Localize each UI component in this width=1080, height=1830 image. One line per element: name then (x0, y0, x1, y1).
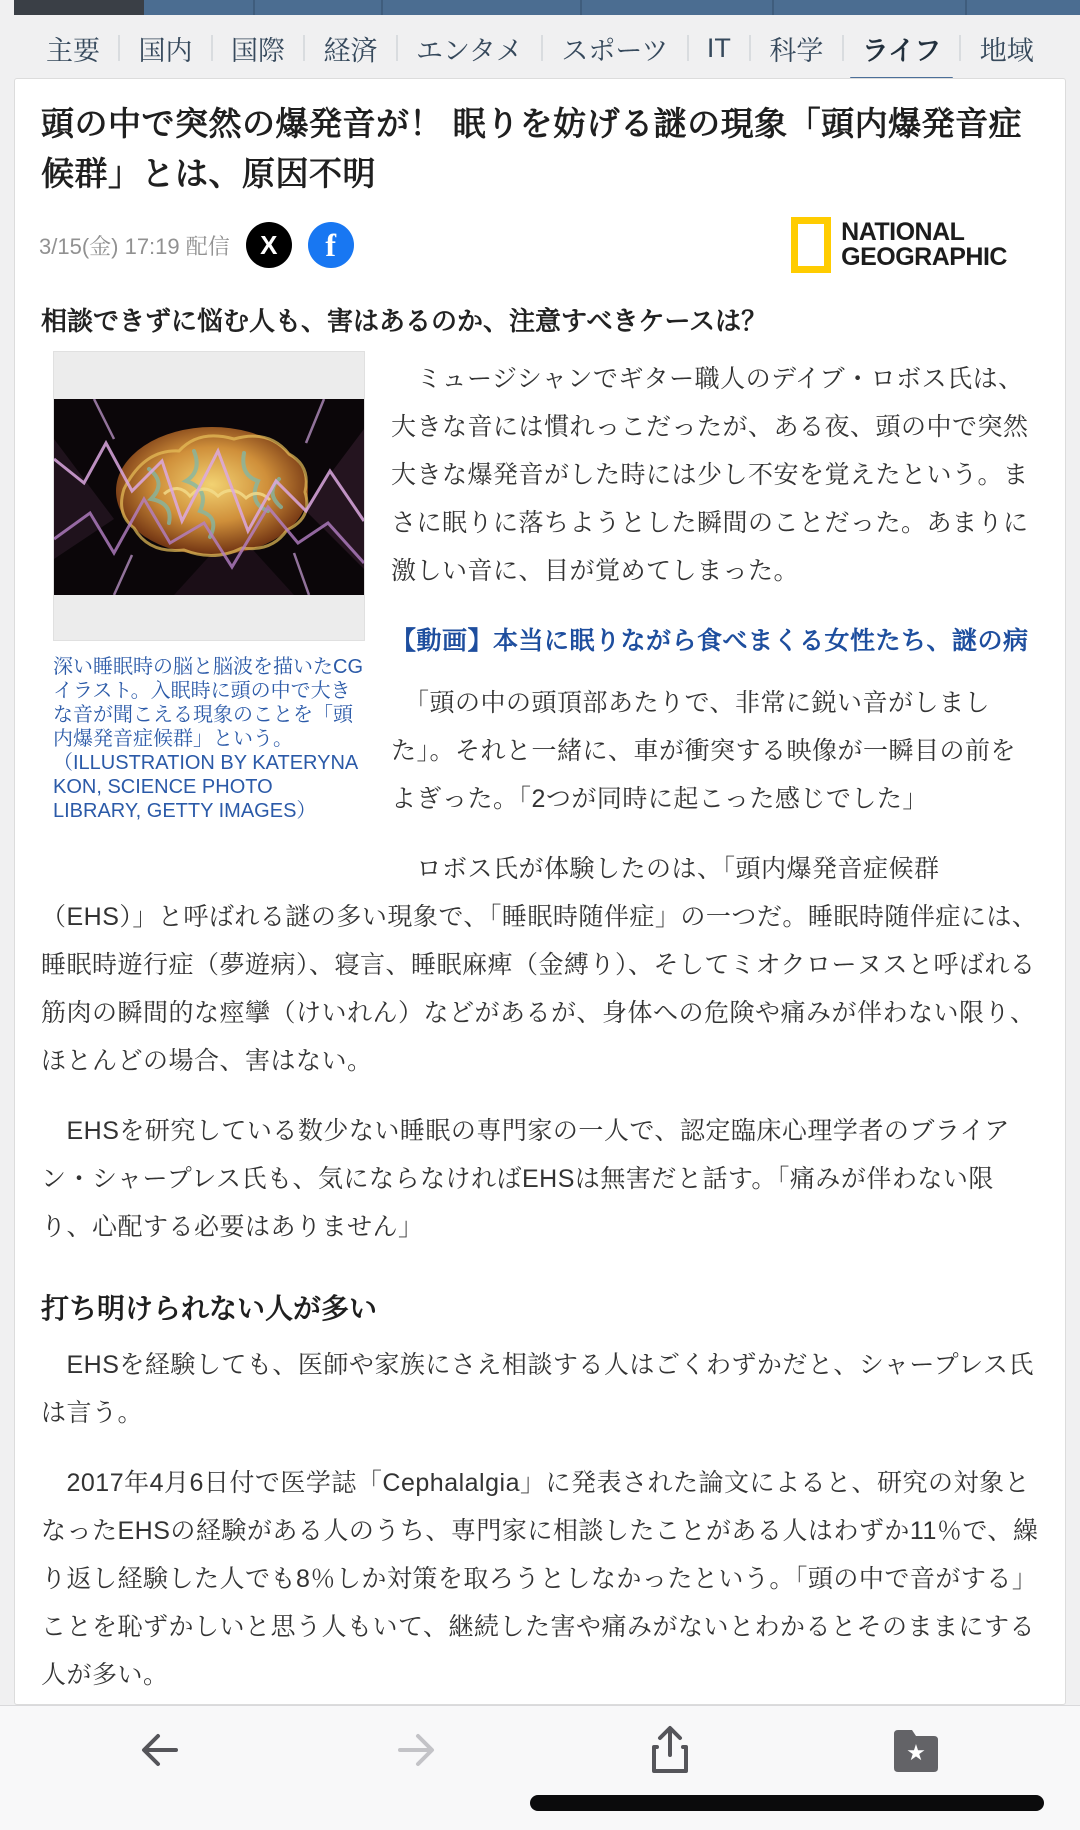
article-figure (53, 351, 365, 823)
bookmarks-icon[interactable] (888, 1722, 944, 1778)
forward-icon[interactable] (388, 1722, 444, 1778)
browser-top-strip (14, 0, 1080, 15)
nav-tab-kagaku[interactable]: 科学 (769, 35, 824, 66)
category-nav (14, 22, 1066, 74)
section-heading: 打ち明けられない人が多い (41, 1293, 378, 1324)
article-lead: 相談できずに悩む人も、害はあるのか、注意すべきケースは？ (41, 306, 768, 336)
home-indicator-bar[interactable] (530, 1795, 1044, 1811)
back-arrow-glyph (138, 1728, 182, 1772)
nav-separator (303, 35, 305, 61)
paragraph-6: 2017年4月6日付で医学誌「Cephalalgia」に発表された論文によると、研究の対象となったEHSの経験がある人のうち、専門家に相談したことがある人はわずか11％で、繰り返し経験した人でも8％しか対策を取ろうとしなかったという。「頭の中で音がする」ことを恥ずかしいと思う人もいて、継続した害や痛みがないとわかるとそのままにする人が多い。 (41, 1469, 1039, 1689)
bookmarks-folder-glyph (890, 1726, 942, 1774)
paragraph-5: EHSを経験しても、医師や家族にさえ相談する人はごくわずかだと、シャープレス氏は言う。 (41, 1351, 1034, 1427)
nav-separator (749, 35, 751, 61)
nav-separator (687, 35, 689, 61)
national-geographic-logo (791, 217, 1007, 273)
natgeo-frame-icon (791, 217, 831, 273)
nav-separator (211, 35, 213, 61)
facebook-share-icon[interactable] (308, 222, 354, 268)
browser-tab-segment (14, 0, 144, 15)
x-share-icon[interactable] (246, 222, 292, 268)
natgeo-word-2: GEOGRAPHIC (841, 243, 1007, 271)
nav-separator (396, 35, 398, 61)
nav-tab-life-active[interactable]: ライフ (860, 25, 943, 72)
article-title: 頭の中で突然の爆発音が！ 眠りを妨げる謎の現象「頭内爆発音症候群」とは、原因不明 (41, 105, 1023, 192)
share-icon[interactable] (642, 1722, 698, 1778)
share-glyph (647, 1725, 693, 1775)
article-meta-row (39, 215, 1041, 275)
nav-tab-sports[interactable]: スポーツ (561, 35, 669, 66)
publish-date: 3/15(金) 17:19 配信 (39, 233, 230, 259)
x-glyph: X (260, 229, 278, 260)
paragraph-3: ロボス氏が体験したのは、「頭内爆発音症候群（EHS）」と呼ばれる謎の多い現象で、「睡眠時随伴症」の一つだ。睡眠時随伴症には、睡眠時遊行症（夢遊病）、寝言、睡眠麻痺（金縛り）、そしてミオクローヌスと呼ばれる筋肉の瞬間的な痙攣（けいれん）などがあるが、身体への危険や痛みが伴わない限り、ほとんどの場合、害はない。 (41, 855, 1038, 1075)
image-caption: 深い睡眠時の脳と脳波を描いたCGイラスト。入眠時に頭の中で大きな音が聞こえる現象のことを「頭内爆発音症候群」という。（ILLUSTRATION BY KATERYNA KON, SCIENCE PHOTO LIBRARY, GETTY IMAGES） (53, 656, 363, 822)
paragraph-1: ミュージシャンでギター職人のデイブ・ロボス氏は、大きな音には慣れっこだったが、ある夜、頭の中で突然大きな爆発音がした時には少し不安を覚えたという。まさに眠りに落ちようとした瞬間のことだった。あまりに激しい音に、目が覚めてしまった。 (391, 365, 1029, 585)
browser-toolbar (0, 1705, 1080, 1830)
natgeo-wordmark (841, 220, 1007, 270)
svg-text:★: ★ (906, 1740, 926, 1765)
paragraph-4: EHSを研究している数少ない睡眠の専門家の一人で、認定臨床心理学者のブライアン・シャープレス氏も、気にならなければEHSは無害だと話す。「痛みが伴わない限り、心配する必要はありません」 (41, 1117, 1010, 1241)
brain-illustration-svg (54, 399, 364, 595)
nav-tab-it[interactable]: IT (706, 32, 731, 63)
back-icon[interactable] (132, 1722, 188, 1778)
forward-arrow-glyph (394, 1728, 438, 1772)
natgeo-word-1: NATIONAL (841, 218, 965, 246)
nav-tab-keizai[interactable]: 経済 (323, 35, 378, 66)
tab-divider (381, 0, 383, 15)
video-link[interactable]: 【動画】本当に眠りながら食べまくる女性たち、謎の病 (391, 627, 1029, 655)
paragraph-2: 「頭の中の頭頂部あたりで、非常に鋭い音がしました」。それと一緒に、車が衝突する映像が一瞬目の前をよぎった。「2つが同時に起こった感じでした」 (391, 689, 1017, 813)
tab-divider (580, 0, 582, 15)
nav-tab-chiiki[interactable]: 地域 (979, 35, 1034, 66)
nav-tab-kokunai[interactable]: 国内 (138, 35, 193, 66)
tab-divider (253, 0, 255, 15)
article-card (14, 78, 1066, 1705)
nav-tab-shuyo[interactable]: 主要 (46, 35, 100, 66)
nav-tab-kokusai[interactable]: 国際 (231, 35, 285, 66)
nav-separator (842, 35, 844, 61)
nav-tab-entame[interactable]: エンタメ (416, 35, 523, 66)
brain-illustration-image[interactable] (53, 351, 365, 641)
tab-divider (772, 0, 774, 15)
facebook-glyph: f (325, 226, 337, 263)
nav-separator (959, 35, 961, 61)
meta-left (39, 222, 354, 268)
nav-separator (541, 35, 543, 61)
tab-divider (965, 0, 967, 15)
nav-separator (118, 35, 120, 61)
